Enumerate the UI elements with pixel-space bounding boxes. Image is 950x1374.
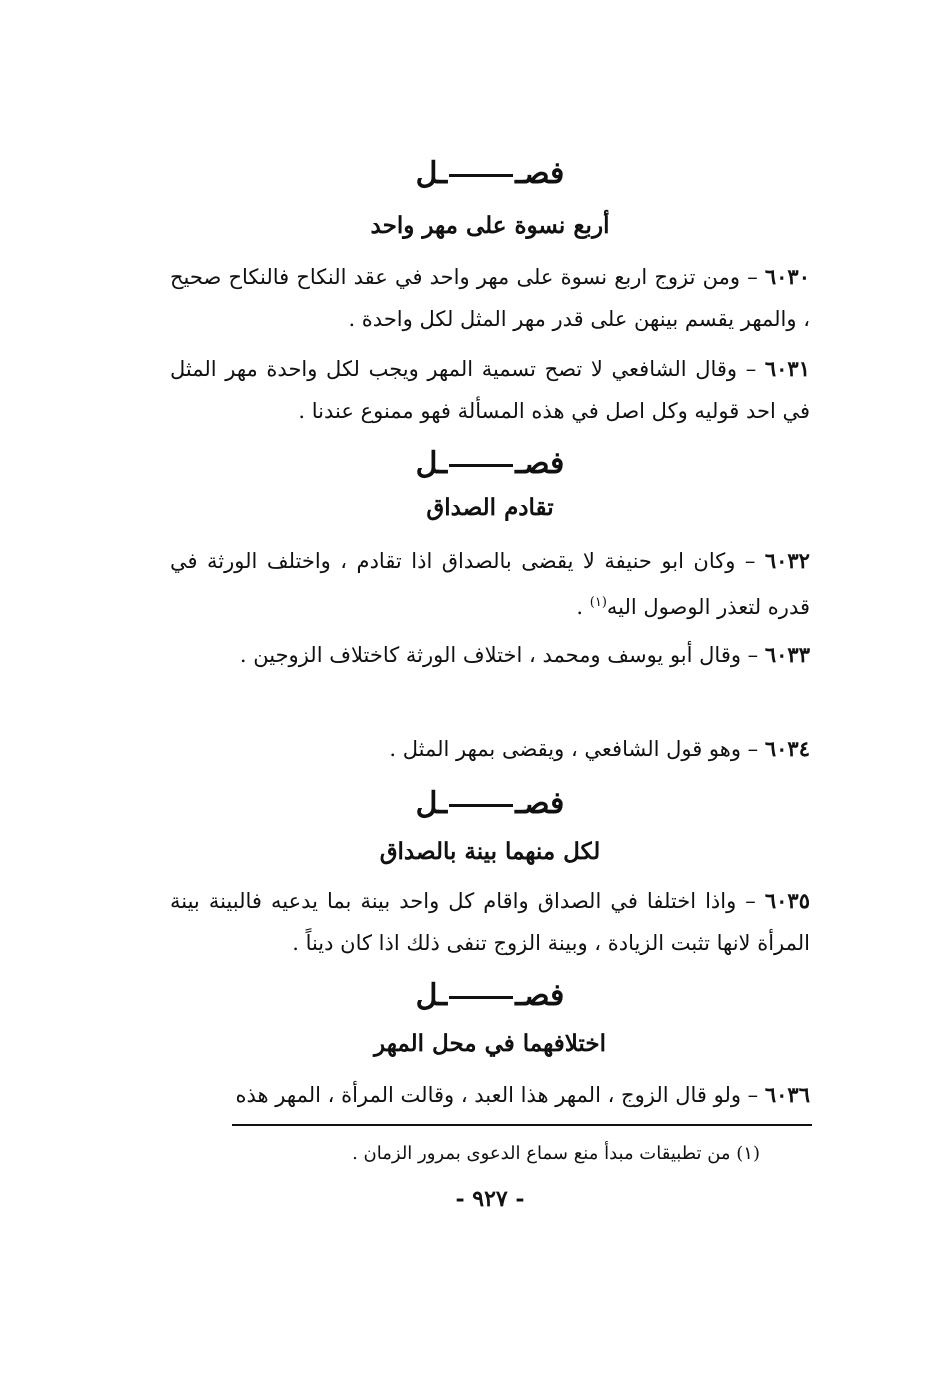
- fasl-start: فصـ: [515, 156, 565, 191]
- paragraph-text: وقال الشافعي لا تصح تسمية المهر ويجب لكل واحدة مهر المثل في احد قوليه وكل اصل في هذه المسألة فهو ممنوع عندنا .: [170, 357, 810, 423]
- dash: –: [741, 737, 759, 761]
- kashida-line: [449, 464, 513, 467]
- section-4-subtitle: اختلافهما في محل المهر: [374, 1030, 606, 1057]
- section-3-heading: [170, 786, 810, 821]
- paragraph-number: ٦٠٣٥: [764, 888, 810, 913]
- paragraph-text: وكان ابو حنيفة لا يقضى بالصداق اذا تقادم ، واختلف الورثة في قدره لتعذر الوصول اليه: [170, 549, 810, 619]
- paragraph-text: ومن تزوج اربع نسوة على مهر واحد في عقد النكاح فالنكاح صحيح ، والمهر يقسم بينهن على قدر مهر المثل لكل واحدة .: [170, 265, 810, 331]
- section-4-heading: [170, 978, 810, 1013]
- dash: –: [736, 889, 756, 913]
- paragraph-6034: [170, 728, 810, 770]
- paragraph-number: ٦٠٣٣: [764, 642, 810, 667]
- fasl-start: فصـ: [515, 446, 565, 481]
- fasl-end: ـل: [415, 156, 448, 191]
- paragraph-text: واذا اختلفا في الصداق واقام كل واحد بينة بما يدعيه فالبينة بينة المرأة لانها تثبت الزيادة ، وبينة الزوج تنفى ذلك اذا كان ديناً .: [170, 889, 810, 955]
- fasl-start: فصـ: [515, 786, 565, 821]
- paragraph-tail: .: [576, 595, 590, 619]
- paragraph-text: وقال أبو يوسف ومحمد ، اختلاف الورثة كاختلاف الزوجين .: [239, 643, 741, 667]
- paragraph-6036: [170, 1074, 810, 1116]
- section-3-subtitle: لكل منهما بينة بالصداق: [379, 838, 601, 865]
- dash: –: [740, 265, 758, 289]
- section-2-heading: [170, 446, 810, 481]
- footnote-ref: (١): [589, 595, 607, 610]
- section-1-heading: [170, 156, 810, 191]
- kashida-line: [449, 174, 513, 177]
- paragraph-6031: [170, 348, 810, 432]
- footnote-divider: [232, 1124, 812, 1126]
- paragraph-6033: [170, 634, 810, 676]
- footnote: (١) من تطبيقات مبدأ منع سماع الدعوى بمرور الزمان .: [352, 1143, 760, 1164]
- dash: –: [741, 1083, 759, 1107]
- paragraph-text: وهو قول الشافعي ، ويقضى بمهر المثل .: [389, 737, 741, 761]
- paragraph-number: ٦٠٣١: [764, 356, 810, 381]
- section-1-subtitle: أربع نسوة على مهر واحد: [370, 212, 610, 239]
- fasl-end: ـل: [415, 446, 448, 481]
- fasl-start: فصـ: [515, 978, 565, 1013]
- paragraph-6032: [170, 540, 810, 628]
- paragraph-text: ولو قال الزوج ، المهر هذا العبد ، وقالت المرأة ، المهر هذه: [235, 1083, 741, 1107]
- page-number: - ٩٢٧ -: [455, 1186, 525, 1212]
- fasl-end: ـل: [415, 786, 448, 821]
- dash: –: [737, 357, 757, 381]
- kashida-line: [449, 996, 513, 999]
- paragraph-number: ٦٠٣٦: [764, 1082, 810, 1107]
- dash: –: [735, 549, 756, 573]
- paragraph-6035: [170, 880, 810, 964]
- fasl-end: ـل: [415, 978, 448, 1013]
- dash: –: [741, 643, 759, 667]
- paragraph-6030: [170, 256, 810, 340]
- paragraph-number: ٦٠٣٠: [764, 264, 810, 289]
- kashida-line: [449, 804, 513, 807]
- paragraph-number: ٦٠٣٢: [764, 548, 810, 573]
- section-2-subtitle: تقادم الصداق: [426, 494, 554, 521]
- paragraph-number: ٦٠٣٤: [764, 736, 810, 761]
